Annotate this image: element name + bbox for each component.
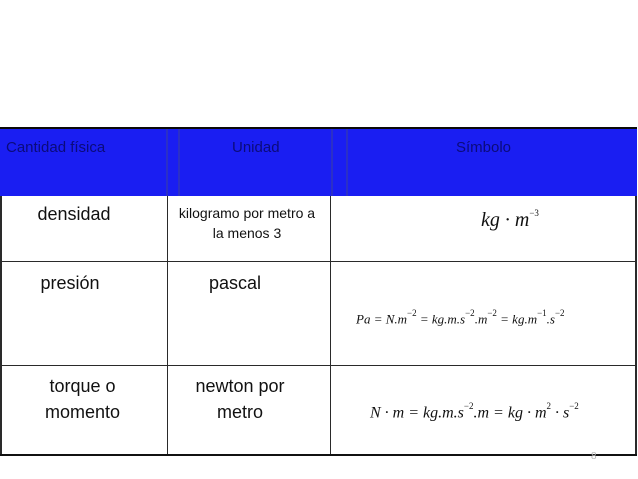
row-separator-2 xyxy=(0,365,637,366)
table-border-right xyxy=(635,196,637,455)
row2-quantity: presión xyxy=(40,273,100,293)
row3-quantity-line2: momento xyxy=(44,402,121,422)
row1-unit: kilogramo por metro a la menos 3 xyxy=(178,205,316,241)
row3-quantity-line1: torque o xyxy=(49,376,116,396)
table-border-bottom xyxy=(0,454,637,456)
header-simbolo: Símbolo xyxy=(456,139,512,156)
row3-unit xyxy=(170,373,310,425)
row1-symbol: kg · $m^{-3}$ xyxy=(481,208,539,231)
header-cantidad-fisica: Cantidad física xyxy=(6,139,106,156)
table-border-left xyxy=(0,196,2,455)
row2-symbol: $Pa = N.m^{-2} = kg.m.s^{-2}.m^{-2} = kg.m^{-1}.s^{-2}$ xyxy=(356,308,565,327)
table-divider-1 xyxy=(167,196,168,455)
row3-unit-line2: metro xyxy=(216,402,263,422)
header-unidad: Unidad xyxy=(232,139,280,156)
row1-quantity: densidad xyxy=(37,204,111,224)
row3-quantity xyxy=(20,373,145,425)
table-divider-2 xyxy=(330,196,331,455)
units-table xyxy=(0,127,637,457)
row2-unit: pascal xyxy=(208,273,262,293)
table-header-row xyxy=(0,127,637,196)
row3-unit-line1: newton por xyxy=(195,376,285,396)
row3-symbol: $N \cdot m = kg.m.s^{-2}.m$ = kg · $m^2 \cdot s^{-2}$ xyxy=(370,401,579,422)
page-number: 8 xyxy=(591,451,597,462)
row-separator-1 xyxy=(0,261,637,262)
